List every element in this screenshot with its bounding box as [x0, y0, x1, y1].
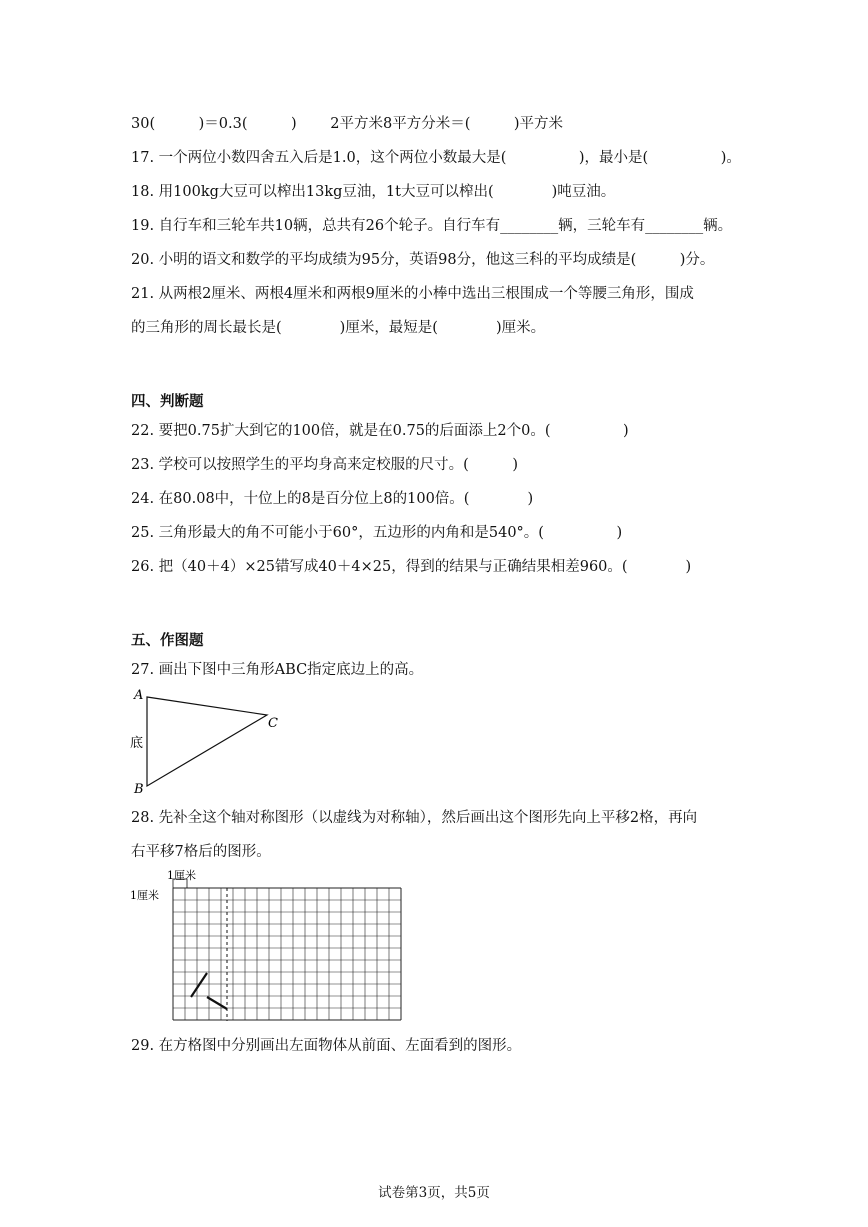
- section-4-heading: 四、判断题: [131, 394, 204, 410]
- vertex-b-label: B: [134, 782, 144, 797]
- grid-figure: [125, 868, 415, 1028]
- base-label: 底: [130, 736, 144, 751]
- triangle-abc: [147, 697, 267, 786]
- question-21-line1: 21. 从两根2厘米、两根4厘米和两根9厘米的小棒中选出三根围成一个等腰三角形，围成: [131, 286, 694, 302]
- question-21-line2: 的三角形的周长最长是( )厘米，最短是( )厘米。: [131, 320, 546, 336]
- triangle-abc-figure: [125, 685, 295, 800]
- half-figure-segment-1: [191, 973, 207, 997]
- question-29: 29. 在方格图中分别画出左面物体从前面、左面看到的图形。: [131, 1038, 522, 1054]
- top-unit-label: 1厘米: [167, 869, 196, 882]
- question-26: 26. 把（40＋4）×25错写成40＋4×25，得到的结果与正确结果相差960。( ): [131, 559, 692, 575]
- page-footer: 试卷第3页，共5页: [378, 1185, 490, 1201]
- question-28-line1: 28. 先补全这个轴对称图形（以虚线为对称轴），然后画出这个图形先向上平移2格，再向: [131, 810, 698, 826]
- question-22: 22. 要把0.75扩大到它的100倍，就是在0.75的后面添上2个0。( ): [131, 423, 629, 439]
- vertex-c-label: C: [268, 716, 278, 731]
- left-unit-label: 1厘米: [130, 889, 159, 902]
- question-27: 27. 画出下图中三角形ABC指定底边上的高。: [131, 662, 424, 678]
- question-28-line2: 右平移7格后的图形。: [131, 844, 271, 860]
- question-23: 23. 学校可以按照学生的平均身高来定校服的尺寸。( ): [131, 457, 518, 473]
- question-25: 25. 三角形最大的角不可能小于60°，五边形的内角和是540°。( ): [131, 525, 623, 541]
- question-20: 20. 小明的语文和数学的平均成绩为95分，英语98分，他这三科的平均成绩是( )分。: [131, 252, 715, 268]
- grid-lines: [173, 888, 401, 1020]
- question-24: 24. 在80.08中，十位上的8是百分位上8的100倍。( ): [131, 491, 534, 507]
- vertex-a-label: A: [134, 688, 144, 703]
- question-17: 17. 一个两位小数四舍五入后是1.0，这个两位小数最大是( )，最小是( )。: [131, 150, 741, 166]
- question-18: 18. 用100kg大豆可以榨出13kg豆油，1t大豆可以榨出( )吨豆油。: [131, 184, 616, 200]
- q16-continued: 30( )＝0.3( ) 2平方米8平方分米＝( )平方米: [131, 116, 564, 132]
- half-figure-segment-2: [207, 997, 227, 1009]
- section-5-heading: 五、作图题: [131, 633, 204, 649]
- question-19: 19. 自行车和三轮车共10辆，总共有26个轮子。自行车有________辆，三轮车有________辆。: [131, 218, 733, 234]
